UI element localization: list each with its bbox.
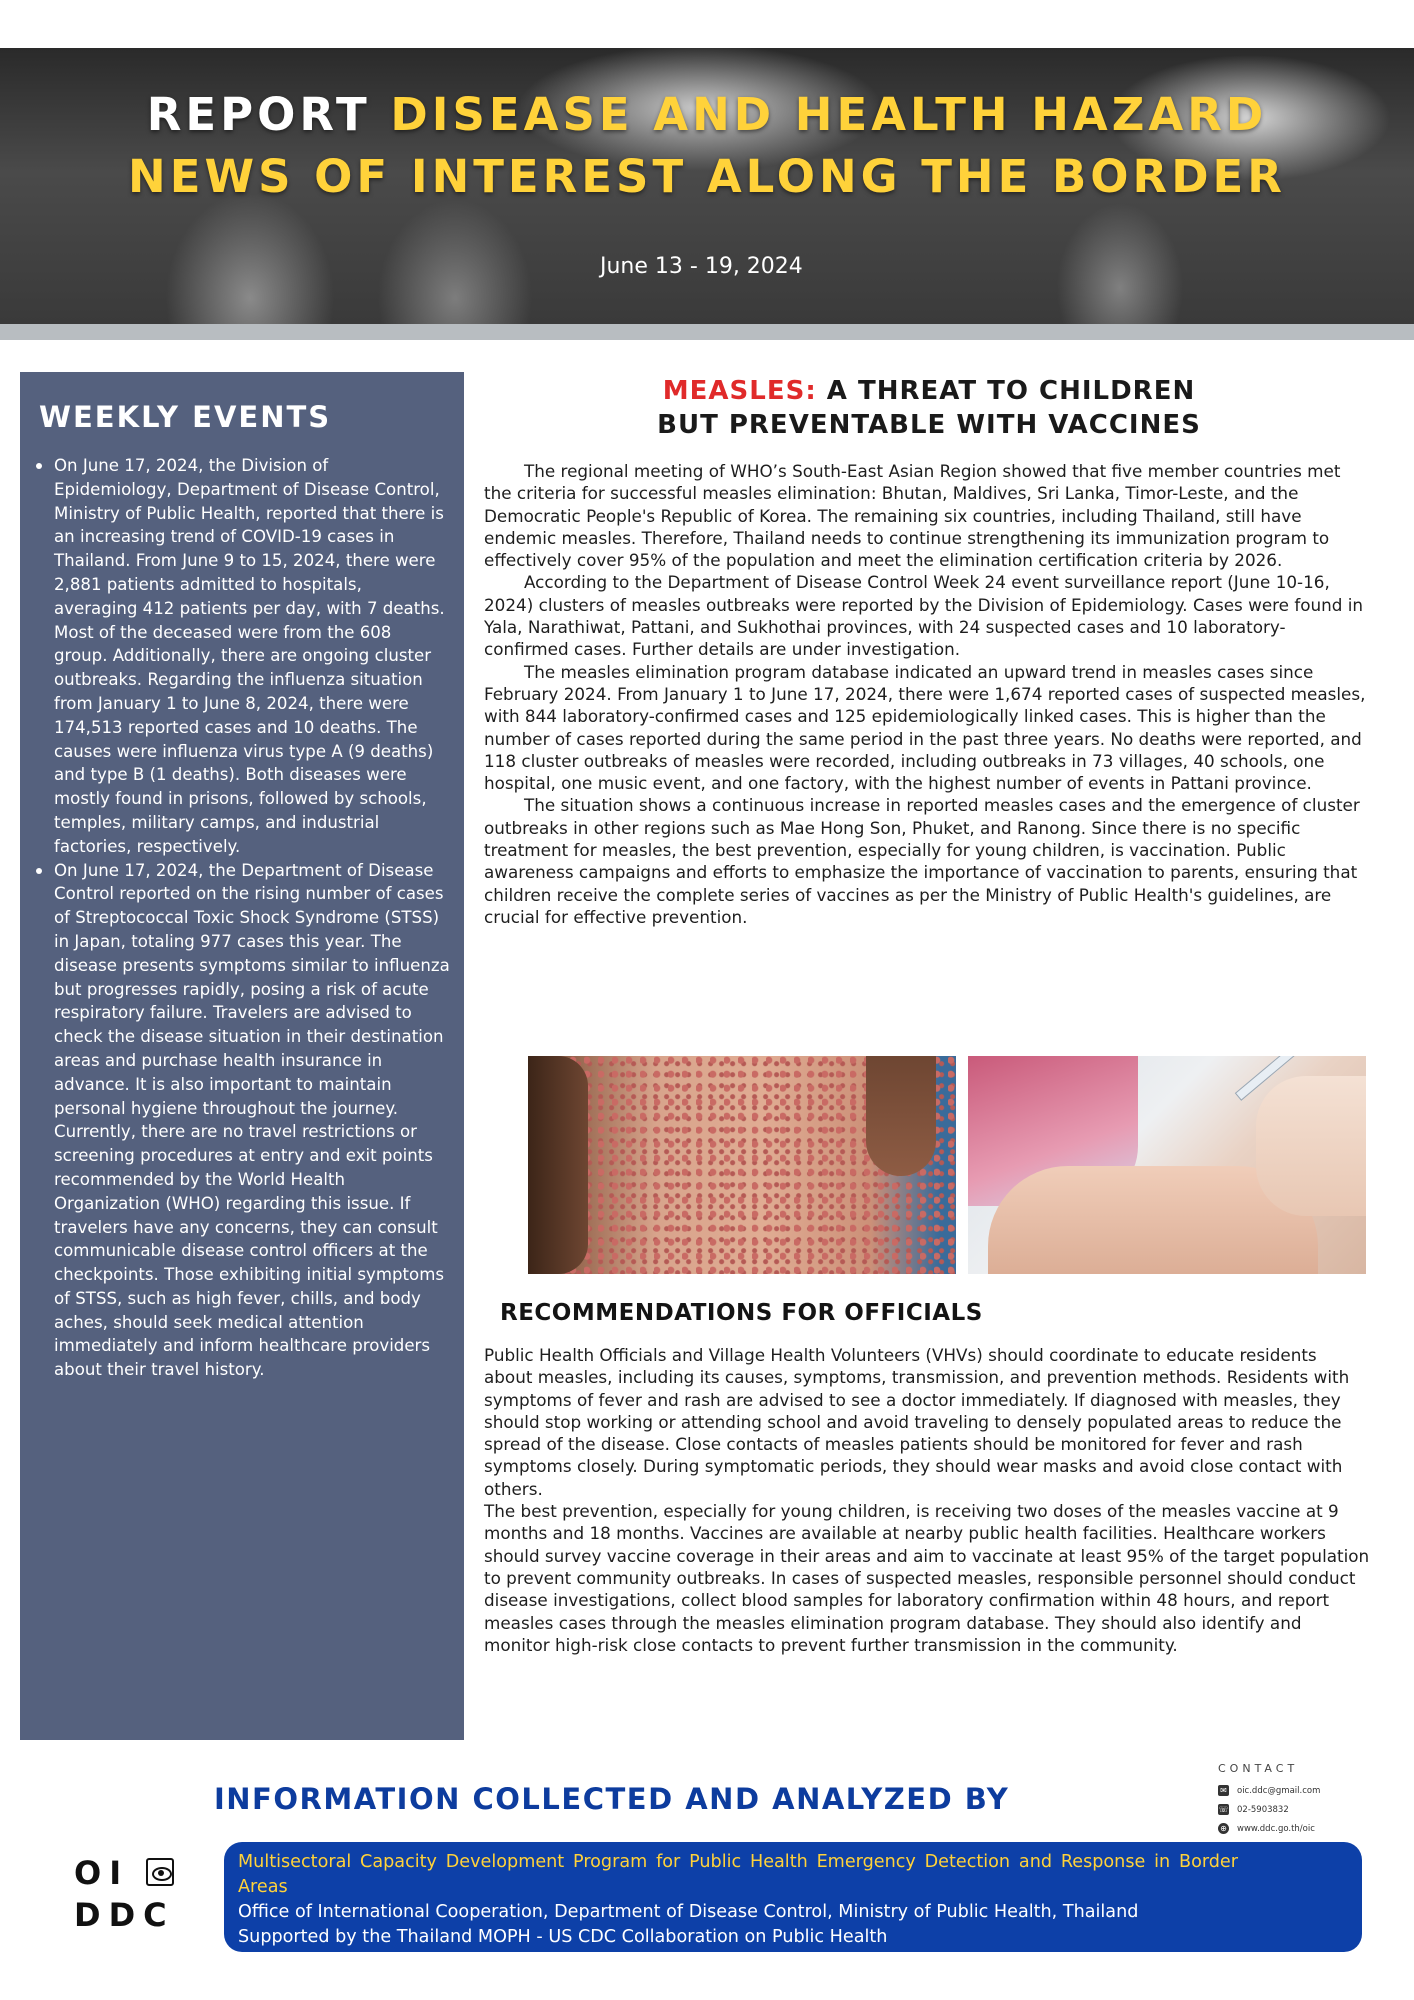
- recommendation-paragraph: The best prevention, especially for young children, is receiving two doses of the measles vaccine at 9 months and 18 months. Vaccines are available at nearby public health facilities. Healthcare workers should survey vaccine coverage in their areas and aim to vaccinate at least 95% of the target population to prevent community outbreaks. In cases of suspected measles, responsible personnel should conduct disease investigations, collect blood samples for laboratory confirmation within 48 hours, and report measles cases through the measles elimination program database. They should also identify and monitor high-risk close contacts to prevent further transmission in the community.: [484, 1501, 1370, 1655]
- list-item: On June 17, 2024, the Division of Epidemiology, Department of Disease Control, Ministry of Public Health, reported that there is an increasing trend of COVID-19 cases in Thailand. From June 9 to 15, 2024, there were 2,881 patients admitted to hospitals, averaging 412 patients per day, with 7 deaths. Most of the deceased were from the 608 group. Additionally, there are ongoing cluster outbreaks. Regarding the influenza situation from January 1 to June 8, 2024, there were 174,513 reported cases and 10 deaths. The causes were influenza virus type A (9 deaths) and type B (1 deaths). Both diseases were mostly found in prisons, followed by schools, temples, military camps, and industrial factories, respectively.: [36, 454, 450, 859]
- list-item: On June 17, 2024, the Department of Disease Control reported on the rising number of cases of Streptococcal Toxic Shock Syndrome (STSS) in Japan, totaling 977 cases this year. The disease presents symptoms similar to influenza but progresses rapidly, posing a risk of acute respiratory failure. Travelers are advised to check the disease situation in their destination areas and purchase health insurance in advance. It is also important to maintain personal hygiene throughout the journey. Currently, there are no travel restrictions or screening procedures at entry and exit points recommended by the World Health Organization (WHO) regarding this issue. If travelers have any concerns, they can consult communicable disease control officers at the checkpoints. Those exhibiting initial symptoms of STSS, such as high fever, chills, and body aches, should seek medical attention immediately and inform healthcare providers about their travel history.: [36, 859, 450, 1383]
- report-date: June 13 - 19, 2024: [600, 254, 803, 279]
- program-name: Multisectoral Capacity Development Program for Public Health Emergency Detection and Response in Border Areas: [238, 1852, 1238, 1897]
- recommendations-body: [484, 1344, 1370, 1656]
- header-banner: [0, 48, 1414, 324]
- support-statement: Supported by the Thailand MOPH - US CDC Collaboration on Public Health: [238, 1927, 888, 1947]
- article-body: [484, 460, 1370, 928]
- contact-email-row: [1218, 1781, 1398, 1800]
- collected-by-heading: INFORMATION COLLECTED AND ANALYZED BY: [214, 1782, 1010, 1816]
- eye-icon: [146, 1858, 174, 1886]
- headline-line1: MEASLES: A THREAT TO CHILDREN: [662, 376, 1196, 406]
- weekly-events-panel: [20, 372, 464, 1740]
- weekly-events-heading: WEEKLY EVENTS: [39, 400, 332, 434]
- headline-line2: BUT PREVENTABLE WITH VACCINES: [657, 410, 1201, 440]
- phone-icon: ☏: [1218, 1805, 1229, 1814]
- vaccine-photo-hand: [1256, 1076, 1366, 1216]
- rash-photo-hand-right: [866, 1056, 936, 1176]
- contact-title: CONTACT: [1218, 1762, 1299, 1775]
- article-headline: [478, 374, 1380, 442]
- contact-block: [1218, 1762, 1398, 1838]
- contact-email[interactable]: oic.ddc@gmail.com: [1237, 1785, 1321, 1796]
- organization-info-box: [224, 1842, 1362, 1952]
- banner-divider: [0, 324, 1414, 340]
- contact-phone-row: [1218, 1800, 1398, 1819]
- contact-web-row: [1218, 1819, 1398, 1838]
- oic-ddc-logo: [74, 1852, 184, 1938]
- bullet-icon: [36, 463, 42, 469]
- contact-website[interactable]: www.ddc.go.th/oic: [1237, 1823, 1315, 1834]
- article-paragraph: According to the Department of Disease Control Week 24 event surveillance report (June 10-16, 2024) clusters of measles outbreaks were reported by the Division of Epidemiology. Cases were found in Yala, Narathiwat, Pattani, and Sukhothai provinces, with 24 suspected cases and 10 laboratory-confirmed cases. Further details are under investigation.: [484, 572, 1364, 660]
- vaccination-photo: [968, 1056, 1366, 1274]
- article-paragraph: The situation shows a continuous increase in reported measles cases and the emergence of cluster outbreaks in other regions such as Mae Hong Son, Phuket, and Ranong. Since there is no specific treatment for measles, the best prevention, especially for young children, is vaccination. Public awareness campaigns and efforts to emphasize the importance of vaccination to parents, ensuring that children receive the complete series of vaccines as per the Ministry of Public Health's guidelines, are crucial for effective prevention.: [484, 795, 1360, 927]
- office-name: Office of International Cooperation, Department of Disease Control, Ministry of Public Health, Thailand: [238, 1902, 1139, 1922]
- logo-text-top: OI: [74, 1854, 130, 1892]
- article-paragraph: The regional meeting of WHO’s South-East Asian Region showed that five member countries met the criteria for successful measles elimination: Bhutan, Maldives, Sri Lanka, Timor-Leste, and the Democratic People's Republic of Korea. The remaining six countries, including Thailand, still have endemic measles. Therefore, Thailand needs to continue strengthening its immunization program to effectively cover 95% of the population and meet the elimination certification criteria by 2026.: [484, 461, 1341, 571]
- bullet-icon: [36, 868, 42, 874]
- rash-photo-hand-left: [528, 1056, 588, 1274]
- logo-text-bottom: DDC: [74, 1896, 175, 1934]
- globe-icon: ⊕: [1218, 1823, 1229, 1834]
- recommendations-heading: RECOMMENDATIONS FOR OFFICIALS: [500, 1300, 983, 1326]
- weekly-events-list: [36, 454, 450, 1382]
- article-paragraph: The measles elimination program database indicated an upward trend in measles cases since February 2024. From January 1 to June 17, 2024, there were 1,674 reported cases of suspected measles, with 844 laboratory-confirmed cases and 125 epidemiologically linked cases. This is higher than the number of cases reported during the same period in the past three years. No deaths were reported, and 118 cluster outbreaks of measles were recorded, including outbreaks in 73 villages, 40 schools, one hospital, one music event, and one factory, with the highest number of events in Pattani province.: [484, 661, 1366, 794]
- email-icon: ✉: [1218, 1785, 1229, 1796]
- report-title-line2: NEWS OF INTEREST ALONG THE BORDER: [128, 150, 1286, 203]
- report-title-line1: REPORT DISEASE AND HEALTH HAZARD: [146, 88, 1268, 141]
- contact-phone: 02-5903832: [1237, 1804, 1289, 1815]
- recommendation-paragraph: Public Health Officials and Village Health Volunteers (VHVs) should coordinate to educate residents about measles, including its causes, symptoms, transmission, and prevention methods. Residents with symptoms of fever and rash are advised to see a doctor immediately. If diagnosed with measles, they should stop working or attending school and avoid traveling to densely populated areas to reduce the spread of the disease. Close contacts of measles patients should be monitored for fever and rash symptoms closely. During symptomatic periods, they should wear masks and avoid close contact with others.: [484, 1345, 1350, 1499]
- measles-rash-photo: [528, 1056, 956, 1274]
